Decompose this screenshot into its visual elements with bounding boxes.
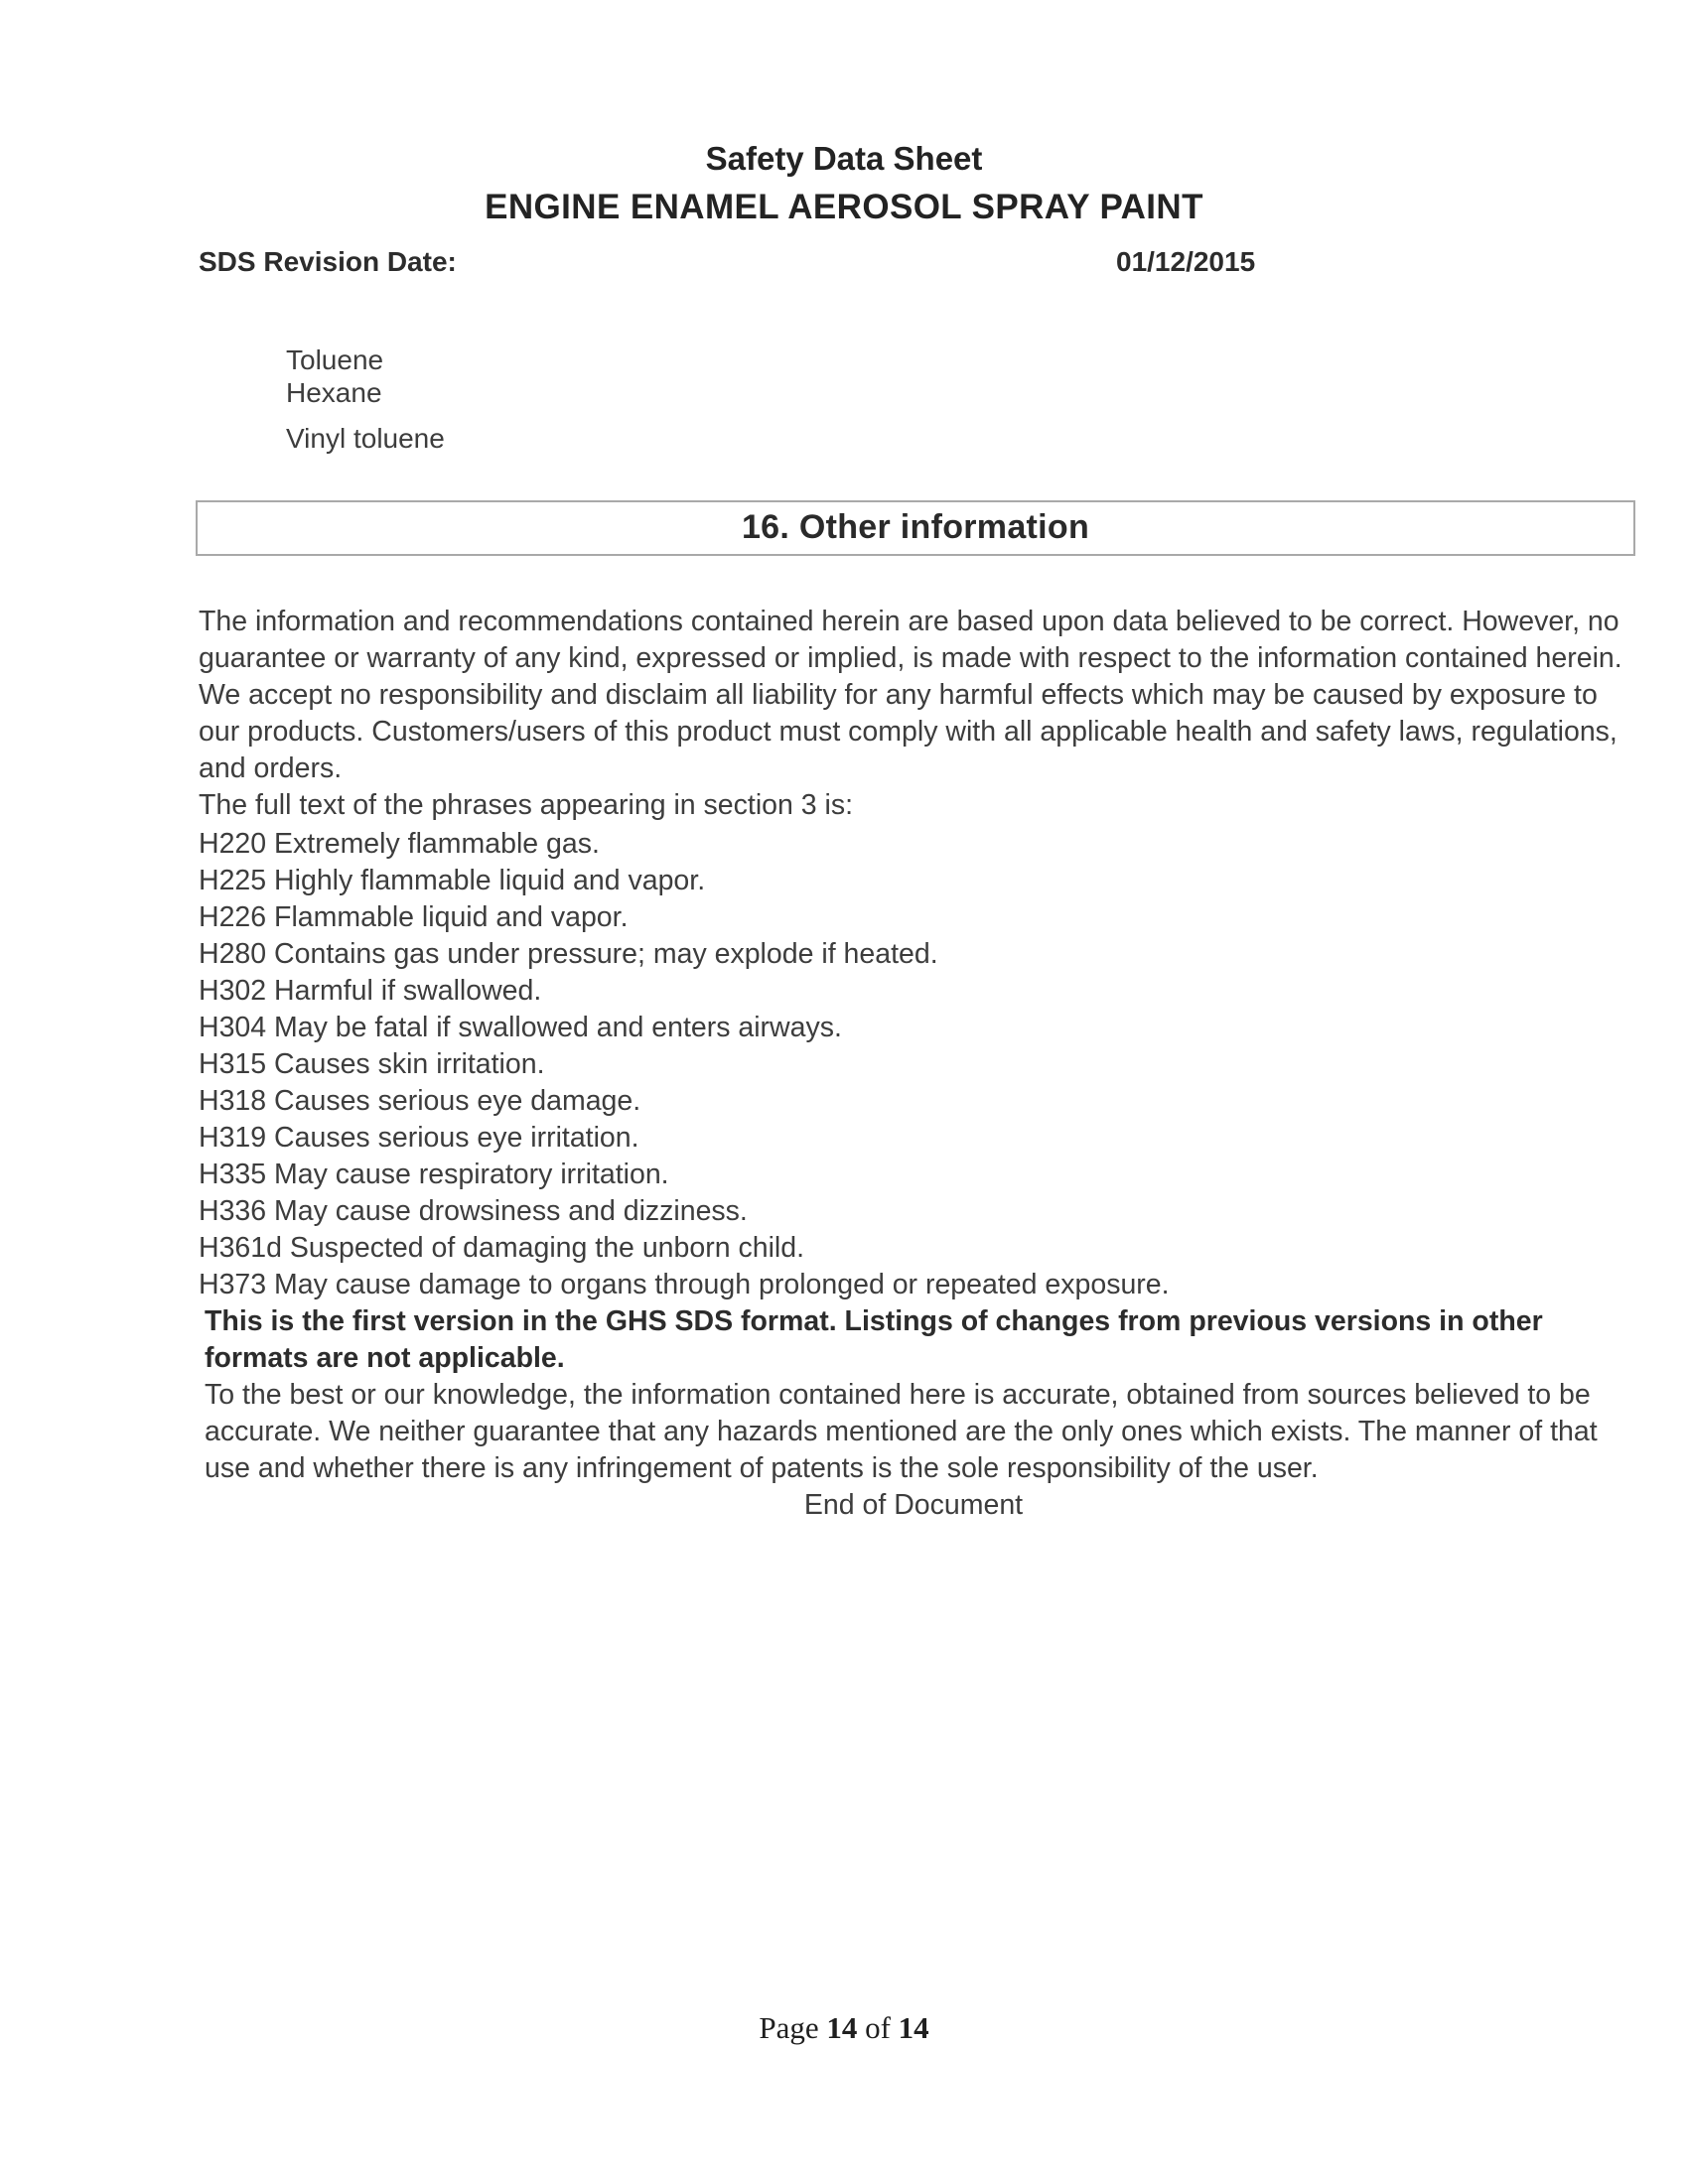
hazard-phrase: H336 May cause drowsiness and dizziness.	[199, 1194, 748, 1227]
hazard-phrase: H280 Contains gas under pressure; may explode if heated.	[199, 937, 938, 970]
revision-date-label: SDS Revision Date:	[199, 245, 457, 277]
hazard-phrase: H226 Flammable liquid and vapor.	[199, 900, 629, 933]
hazard-phrase: H335 May cause respiratory irritation.	[199, 1158, 669, 1190]
disclaimer-paragraph: The information and recommendations contained herein are based upon data believed to be correct. However, no guarantee or warranty of any kind, expressed or implied, is made with respect to the information contained herein. We accept no responsibility and disclaim all liability for any harmful effects which may be caused by exposure to our products. Customers/users of this product must comply with all applicable health and safety laws, regulations, and orders.	[199, 605, 1622, 784]
chemical-item: Vinyl toluene	[286, 422, 445, 454]
section-16-content	[199, 604, 1628, 1524]
section-16-title: 16. Other information	[741, 508, 1090, 547]
revision-row	[199, 246, 1628, 282]
page-number: 14	[826, 2010, 858, 2045]
chemical-item: Hexane	[286, 376, 382, 408]
page-label: Page	[759, 2010, 819, 2045]
revision-date-value: 01/12/2015	[1116, 245, 1256, 277]
hazard-phrase: H302 Harmful if swallowed.	[199, 974, 542, 1007]
hazard-phrase: H319 Causes serious eye irritation.	[199, 1121, 639, 1154]
total-pages: 14	[898, 2010, 929, 2045]
chemical-item: Toluene	[286, 343, 384, 375]
hazard-phrase: H315 Causes skin irritation.	[199, 1047, 545, 1080]
section-16-header	[196, 500, 1635, 556]
hazard-phrase: H225 Highly flammable liquid and vapor.	[199, 864, 706, 896]
hazard-phrase: H304 May be fatal if swallowed and enters airways.	[199, 1011, 842, 1043]
chemical-list	[286, 343, 1688, 455]
accuracy-paragraph: To the best or our knowledge, the information contained here is accurate, obtained from sources believed to be accurate. We neither guarantee that any hazards mentioned are the only ones which exists. The manner of that use and whether there is any infringement of patents is the sole responsibility of the user.	[205, 1378, 1598, 1484]
page-footer	[0, 2010, 1688, 2046]
end-of-document: End of Document	[803, 1488, 1024, 1521]
document-title: Safety Data Sheet	[705, 140, 983, 177]
hazard-phrase: H220 Extremely flammable gas.	[199, 827, 600, 860]
phrases-intro: The full text of the phrases appearing in section 3 is:	[199, 788, 854, 821]
document-header	[0, 0, 1688, 228]
hazard-phrase: H318 Causes serious eye damage.	[199, 1084, 641, 1117]
hazard-phrase: H373 May cause damage to organs through prolonged or repeated exposure.	[199, 1268, 1170, 1300]
hazard-phrase-list	[199, 826, 1628, 1303]
product-name-title: ENGINE ENAMEL AEROSOL SPRAY PAINT	[485, 187, 1203, 226]
version-notice: This is the first version in the GHS SDS format. Listings of changes from previous versions in other formats are not applicable.	[205, 1304, 1543, 1374]
of-label: of	[865, 2010, 891, 2045]
hazard-phrase: H361d Suspected of damaging the unborn child.	[199, 1231, 805, 1264]
